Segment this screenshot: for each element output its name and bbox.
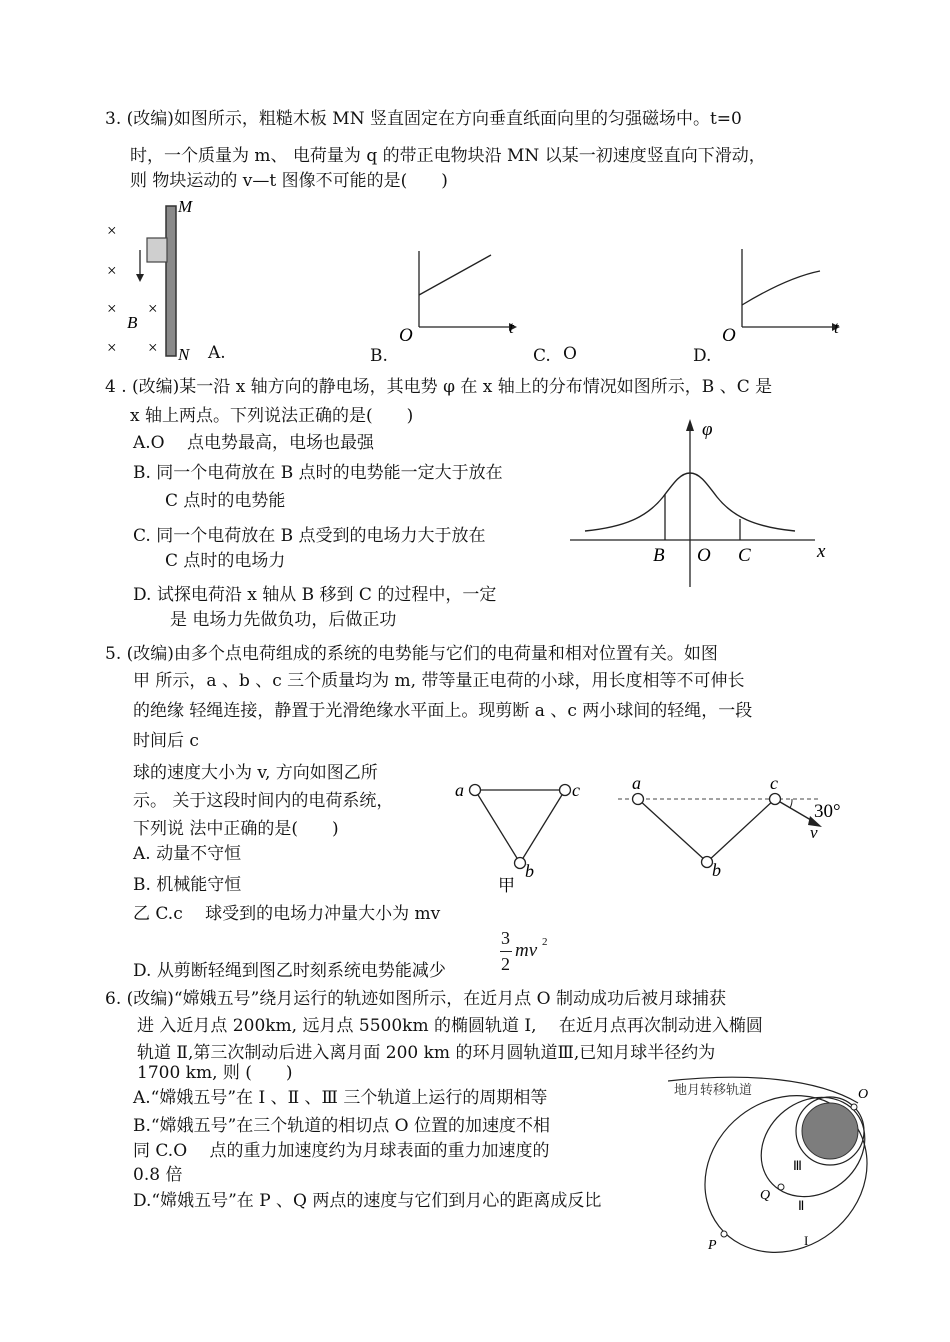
svg-text:×: × xyxy=(107,299,117,318)
svg-text:x: x xyxy=(817,541,826,562)
q5-line-4: 时间后 c xyxy=(133,731,199,751)
svg-text:t: t xyxy=(509,318,514,337)
q3-option-c-o: O xyxy=(563,344,577,364)
fraction-bar xyxy=(500,951,512,952)
svg-text:C: C xyxy=(738,545,751,566)
q4-potential-graph xyxy=(565,415,840,590)
fraction-numerator: 3 xyxy=(501,928,510,948)
q4-option-a: A.O 点电势最高，电场也最强 xyxy=(133,433,375,453)
q5-line-3: 的绝缘 轻绳连接，静置于光滑绝缘水平面上。现剪断 a 、c 两小球间的轻绳，一段 xyxy=(133,701,753,721)
label-transfer-orbit: 地月转移轨道 xyxy=(674,1083,753,1098)
q6-option-b-1: B.“嫦娥五号”在三个轨道的相切点 O 位置的加速度不相 xyxy=(133,1116,551,1136)
q3-line-1: 3. (改编)如图所示，粗糙木板 MN 竖直固定在方向垂直纸面向里的匀强磁场中。t=0 xyxy=(105,109,742,129)
q4-line-2: x 轴上两点。下列说法正确的是( ) xyxy=(130,406,414,426)
q4-option-b-1: B. 同一个电荷放在 B 点时的电势能一定大于放在 xyxy=(133,463,503,483)
q4-option-c-2: C 点时的电场力 xyxy=(165,551,286,571)
q3-figure-board xyxy=(100,198,210,363)
svg-text:B: B xyxy=(653,545,665,566)
svg-text:c: c xyxy=(770,775,778,793)
q6-option-d: D.“嫦娥五号”在 P 、Q 两点的速度与它们到月心的距离成反比 xyxy=(133,1191,602,1211)
fraction-exponent: 2 xyxy=(542,936,548,948)
q3-graph-b xyxy=(395,245,525,345)
q5-line-2: 甲 所示，a 、b 、c 三个质量均为 m, 带等量正电荷的小球，用长度相等不可伸长 xyxy=(133,671,745,691)
svg-text:×: × xyxy=(148,338,158,357)
q4-option-d-2: 是 电场力先做负功，后做正功 xyxy=(170,610,397,630)
q5-line-6: 示。 关于这段时间内的电荷系统， xyxy=(133,791,394,811)
q6-line-3: 轨道 Ⅱ,第三次制动后进入离月面 200 km 的环月圆轨道Ⅲ,已知月球半径约为 xyxy=(137,1043,716,1063)
svg-text:×: × xyxy=(107,338,117,357)
q6-line-2: 进 入近月点 200km, 远月点 5500km 的椭圆轨道 I, 在近月点再次制动进入椭圆 xyxy=(137,1016,763,1036)
q3-option-d: D. xyxy=(693,346,712,366)
svg-text:O: O xyxy=(858,1087,869,1102)
svg-text:Q: Q xyxy=(760,1188,771,1203)
svg-text:O: O xyxy=(697,545,711,566)
q3-option-a: A. xyxy=(208,343,226,363)
svg-text:a: a xyxy=(455,780,464,800)
q4-line-1: 4 . (改编)某一沿 x 轴方向的静电场，其电势 φ 在 x 轴上的分布情况如图所示，B 、C 是 xyxy=(105,377,773,397)
q5-line-7: 下列说 法中正确的是( ) xyxy=(133,819,339,839)
q5-option-d: D. 从剪断轻绳到图乙时刻系统电势能减少 xyxy=(133,961,446,981)
svg-text:c: c xyxy=(572,780,580,800)
svg-text:t: t xyxy=(834,318,839,337)
q5-option-b: B. 机械能守恒 xyxy=(133,875,242,895)
svg-text:φ: φ xyxy=(702,419,713,440)
q6-orbit-figure xyxy=(668,1067,883,1257)
q6-line-4: 1700 km, 则 ( ) xyxy=(137,1063,293,1083)
svg-text:b: b xyxy=(712,860,721,880)
label-jia: 甲 xyxy=(498,876,515,896)
q4-option-d-1: D. 试探电荷沿 x 轴从 B 移到 C 的过程中，一定 xyxy=(133,585,497,605)
q3-line-2: 时，一个质量为 m、 电荷量为 q 的带正电物块沿 MN 以某一初速度竖直向下滑动， xyxy=(130,146,766,166)
block xyxy=(147,238,167,262)
svg-text:O: O xyxy=(722,325,736,345)
q6-line-1: 6. (改编)“嫦娥五号”绕月运行的轨迹如图所示，在近月点 O 制动成功后被月球捕获 xyxy=(105,989,727,1009)
q5-figure-jia xyxy=(450,775,590,900)
svg-text:v: v xyxy=(810,823,818,842)
board-mn xyxy=(166,206,176,356)
svg-text:×: × xyxy=(148,299,158,318)
q5-fraction-formula xyxy=(498,928,560,980)
q5-line-1: 5. (改编)由多个点电荷组成的系统的电势能与它们的电荷量和相对位置有关。如图 xyxy=(105,644,718,664)
svg-text:×: × xyxy=(107,221,117,240)
svg-text:b: b xyxy=(525,861,534,881)
svg-text:O: O xyxy=(399,325,413,345)
q3-graph-d xyxy=(720,245,850,345)
q6-option-a: A.“嫦娥五号”在 I 、Ⅱ 、Ⅲ 三个轨道上运行的周期相等 xyxy=(133,1088,548,1108)
label-n: N xyxy=(178,345,190,363)
q3-option-b: B. xyxy=(370,346,388,366)
svg-text:Ⅲ: Ⅲ xyxy=(793,1158,802,1173)
q4-option-c-1: C. 同一个电荷放在 B 点受到的电场力大于放在 xyxy=(133,526,486,546)
fraction-denominator: 2 xyxy=(501,954,510,974)
q4-option-b-2: C 点时的电势能 xyxy=(165,491,286,511)
label-b: B xyxy=(127,313,138,332)
q3-option-c: C. xyxy=(533,346,551,366)
q5-figure-yi xyxy=(610,775,860,885)
q6-option-b-3: 0.8 倍 xyxy=(133,1165,183,1185)
svg-text:Ⅱ: Ⅱ xyxy=(798,1198,805,1213)
svg-text:×: × xyxy=(107,261,117,280)
q5-option-a: A. 动量不守恒 xyxy=(133,844,242,864)
svg-text:P: P xyxy=(708,1238,717,1253)
q6-option-b-2: 同 C.O 点的重力加速度约为月球表面的重力加速度的 xyxy=(133,1141,550,1161)
svg-text:30°: 30° xyxy=(814,801,841,822)
q5-option-c: 乙 C.c 球受到的电场力冲量大小为 mv xyxy=(133,904,441,924)
svg-text:a: a xyxy=(632,775,641,793)
fraction-expression: mv xyxy=(515,940,538,961)
q3-line-3: 则 物块运动的 v—t 图像不可能的是( ) xyxy=(130,171,448,191)
moon xyxy=(802,1103,858,1159)
q5-line-5: 球的速度大小为 v, 方向如图乙所 xyxy=(133,763,378,783)
svg-text:I: I xyxy=(804,1233,809,1248)
label-m: M xyxy=(178,198,193,216)
